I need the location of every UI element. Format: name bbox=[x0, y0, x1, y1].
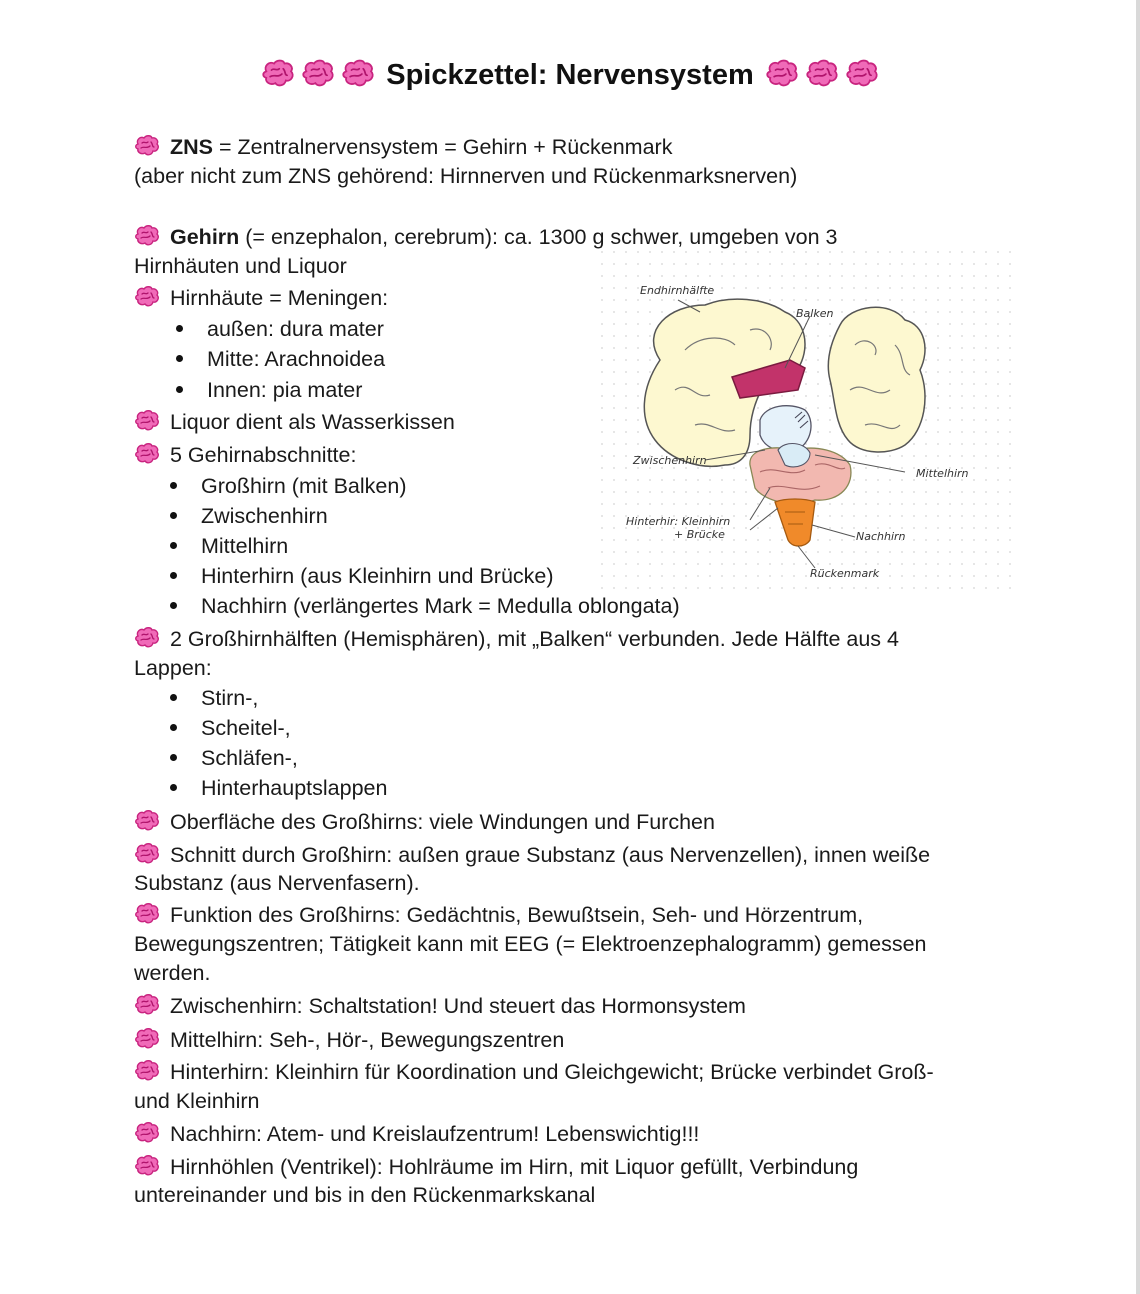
fact-text-cont: Substanz (aus Nervenfasern). bbox=[134, 871, 420, 895]
fact-text: Nachhirn: Atem- und Kreislaufzentrum! Lebenswichtig!!! bbox=[170, 1122, 700, 1146]
list-item-text: Hinterhauptslappen bbox=[201, 776, 388, 800]
fact-nachhirn bbox=[134, 1120, 699, 1149]
brain-icon bbox=[765, 59, 799, 89]
list-item-text: Schläfen-, bbox=[201, 746, 298, 770]
list-item-text: außen: dura mater bbox=[207, 317, 384, 341]
gehirn-term: Gehirn bbox=[170, 225, 240, 249]
list-item bbox=[170, 744, 298, 773]
brain-icon bbox=[134, 1060, 160, 1082]
hemis-line bbox=[134, 625, 899, 654]
list-item-text: Zwischenhirn bbox=[201, 504, 328, 528]
bullet-dot bbox=[170, 512, 177, 519]
bullet-dot bbox=[170, 542, 177, 549]
gehirn-text: (= enzephalon, cerebrum): ca. 1300 g schwer, umgeben von 3 bbox=[239, 225, 838, 249]
brain-icon bbox=[134, 903, 160, 925]
list-item bbox=[170, 502, 328, 531]
fact-text: Oberfläche des Großhirns: viele Windungen und Furchen bbox=[170, 810, 715, 834]
bullet-dot bbox=[176, 325, 183, 332]
list-item bbox=[170, 592, 680, 621]
gehirn-line bbox=[134, 223, 837, 252]
zns-text: = Zentralnervensystem = Gehirn + Rückenmark bbox=[213, 135, 673, 159]
label-zwischenhirn: Zwischenhirn bbox=[633, 454, 707, 467]
brain-icon bbox=[845, 59, 879, 89]
list-item-text: Mitte: Arachnoidea bbox=[207, 347, 386, 371]
list-item-text: Großhirn (mit Balken) bbox=[201, 474, 407, 498]
list-item-text: Hinterhirn (aus Kleinhirn und Brücke) bbox=[201, 564, 554, 588]
hirnhaeute-heading-text: Hirnhäute = Meningen: bbox=[170, 286, 389, 310]
brain-icon bbox=[134, 1155, 160, 1177]
label-nachhirn: Nachhirn bbox=[856, 530, 906, 543]
label-mittelhirn: Mittelhirn bbox=[916, 467, 969, 480]
bullet-dot bbox=[170, 694, 177, 701]
brain-icon bbox=[134, 225, 160, 247]
fact-mittelhirn bbox=[134, 1026, 564, 1055]
brain-icon bbox=[805, 59, 839, 89]
fact-text: Mittelhirn: Seh-, Hör-, Bewegungszentren bbox=[170, 1028, 565, 1052]
liquor-text: Liquor dient als Wasserkissen bbox=[170, 410, 455, 434]
fact-funktion bbox=[134, 901, 863, 930]
brain-icon bbox=[134, 994, 160, 1016]
hemisphere-right bbox=[828, 307, 925, 452]
bullet-dot bbox=[170, 602, 177, 609]
list-item bbox=[176, 345, 385, 374]
label-hinterhirn: Hinterhir: Kleinhirn bbox=[626, 515, 731, 528]
label-bruecke: + Brücke bbox=[674, 528, 725, 541]
list-item bbox=[176, 315, 384, 344]
list-item bbox=[176, 376, 362, 405]
label-rueckenmark: Rückenmark bbox=[810, 567, 880, 580]
fact-text: Hirnhöhlen (Ventrikel): Hohlräume im Hirn, mit Liquor gefüllt, Verbindung bbox=[170, 1155, 859, 1179]
title-icons-right bbox=[762, 59, 882, 92]
page-title bbox=[0, 58, 1140, 92]
list-item-text: Innen: pia mater bbox=[207, 378, 363, 402]
brain-icon bbox=[134, 1028, 160, 1050]
bullet-dot bbox=[170, 754, 177, 761]
fact-text: Hinterhirn: Kleinhirn für Koordination und Gleichgewicht; Brücke verbindet Groß- bbox=[170, 1060, 934, 1084]
fact-zwischenhirn bbox=[134, 992, 746, 1021]
fact-text: Funktion des Großhirns: Gedächtnis, Bewußtsein, Seh- und Hörzentrum, bbox=[170, 903, 864, 927]
fact-text-cont: und Kleinhirn bbox=[134, 1089, 260, 1113]
fact-text-cont: werden. bbox=[134, 961, 211, 985]
fact-text-cont: untereinander und bis in den Rückenmarkskanal bbox=[134, 1183, 596, 1207]
list-item-text: Nachhirn (verlängertes Mark = Medulla oblongata) bbox=[201, 594, 680, 618]
bullet-dot bbox=[170, 724, 177, 731]
brain-icon bbox=[134, 410, 160, 432]
brain-icon bbox=[261, 59, 295, 89]
fact-hirnhoehlen bbox=[134, 1153, 858, 1182]
fact-text: Schnitt durch Großhirn: außen graue Substanz (aus Nervenzellen), innen weiße bbox=[170, 843, 931, 867]
brain-icon bbox=[134, 843, 160, 865]
label-endhirnhaelfte: Endhirnhälfte bbox=[640, 284, 715, 297]
title-text: Spickzettel: Nervensystem bbox=[386, 58, 754, 91]
bullet-dot bbox=[170, 784, 177, 791]
hirnhaeute-heading bbox=[134, 284, 388, 313]
abschnitte-heading-text: 5 Gehirnabschnitte: bbox=[170, 443, 357, 467]
brain-icon bbox=[134, 1122, 160, 1144]
fact-hinterhirn bbox=[134, 1058, 934, 1087]
gehirn-cont: Hirnhäuten und Liquor bbox=[134, 254, 347, 278]
abschnitte-heading bbox=[134, 441, 356, 470]
bullet-dot bbox=[176, 355, 183, 362]
bullet-dot bbox=[176, 386, 183, 393]
list-item-text: Scheitel-, bbox=[201, 716, 291, 740]
liquor-line bbox=[134, 408, 455, 437]
brain-icon bbox=[134, 810, 160, 832]
list-item bbox=[170, 774, 387, 803]
bullet-dot bbox=[170, 572, 177, 579]
list-item bbox=[170, 562, 554, 591]
list-item bbox=[170, 532, 288, 561]
brain-icon bbox=[134, 627, 160, 649]
hemis-text: 2 Großhirnhälften (Hemisphären), mit „Balken“ verbunden. Jede Hälfte aus 4 bbox=[170, 627, 899, 651]
zns-note: (aber nicht zum ZNS gehörend: Hirnnerven und Rückenmarksnerven) bbox=[134, 164, 798, 188]
hemis-cont: Lappen: bbox=[134, 656, 212, 680]
brain-icon bbox=[134, 286, 160, 308]
brain-sketch bbox=[600, 250, 1020, 590]
title-icons-left bbox=[258, 59, 378, 92]
list-item bbox=[170, 714, 291, 743]
zns-term: ZNS bbox=[170, 135, 213, 159]
brain-icon bbox=[301, 59, 335, 89]
fact-schnitt bbox=[134, 841, 930, 870]
list-item-text: Mittelhirn bbox=[201, 534, 289, 558]
fact-text-cont: Bewegungszentren; Tätigkeit kann mit EEG (= Elektroenzephalogramm) gemessen bbox=[134, 932, 927, 956]
brain-icon bbox=[341, 59, 375, 89]
fact-text: Zwischenhirn: Schaltstation! Und steuert das Hormonsystem bbox=[170, 994, 746, 1018]
bullet-dot bbox=[170, 482, 177, 489]
label-balken: Balken bbox=[796, 307, 834, 320]
list-item bbox=[170, 472, 407, 501]
list-item-text: Stirn-, bbox=[201, 686, 259, 710]
zns-line bbox=[134, 133, 672, 162]
list-item bbox=[170, 684, 258, 713]
page-edge bbox=[1136, 0, 1140, 1294]
brain-icon bbox=[134, 443, 160, 465]
fact-oberflaeche bbox=[134, 808, 715, 837]
brain-icon bbox=[134, 135, 160, 157]
